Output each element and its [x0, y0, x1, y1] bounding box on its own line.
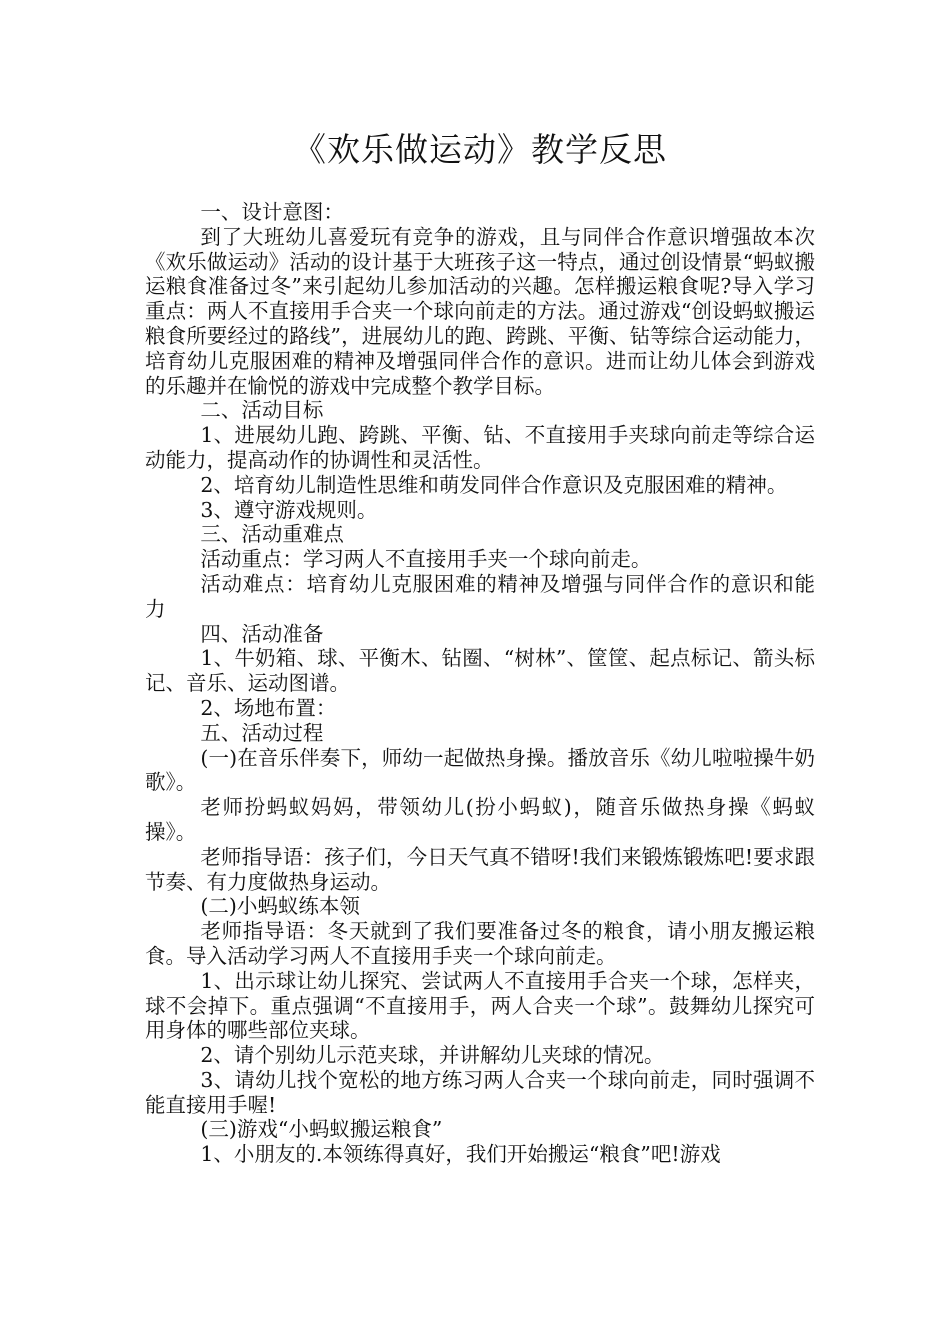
document-title: 《欢乐做运动》教学反思	[293, 130, 667, 169]
process-step-2: (二)小蚂蚁练本领	[200, 894, 360, 919]
section-heading-design-intent: 一、设计意图：	[200, 200, 344, 224]
document-body	[145, 200, 815, 1167]
process-paragraph: 老师扮蚂蚁妈妈，带领幼儿(扮小蚂蚁)，随音乐做热身操《蚂蚁操》。	[145, 795, 815, 844]
process-item-1: 1、出示球让幼儿探究、尝试两人不直接用手合夹一个球，怎样夹，球不会掉下。重点强调“不直接用手，两人合夹一个球”。鼓舞幼儿探究可用身体的哪些部位夹球。	[145, 968, 815, 1043]
paragraph-design-intent: 到了大班幼儿喜爱玩有竞争的游戏，且与同伴合作意识增强故本次《欢乐做运动》活动的设计基于大班孩子这一特点，通过创设情景“蚂蚁搬运粮食准备过冬”来引起幼儿参加活动的兴趣。怎样搬运粮食呢?导入学习重点：两人不直接用手合夹一个球向前走的方法。通过游戏“创设蚂蚁搬运粮食所要经过的路线”，进展幼儿的跑、跨跳、平衡、钻等综合运动能力，培育幼儿克服困难的精神及增强同伴合作的意识。进而让幼儿体会到游戏的乐趣并在愉悦的游戏中完成整个教学目标。	[145, 224, 815, 398]
goal-item-3: 3、遵守游戏规则。	[200, 497, 378, 522]
difficult-point: 活动难点：培育幼儿克服困难的精神及增强与同伴合作的意识和能力	[145, 571, 815, 621]
section-heading-process: 五、活动过程	[200, 720, 324, 745]
key-point: 活动重点：学习两人不直接用手夹一个球向前走。	[200, 547, 652, 572]
teacher-guidance: 老师指导语：冬天就到了我们要准备过冬的粮食，请小朋友搬运粮食。导入活动学习两人不直接用手夹一个球向前走。	[145, 919, 815, 968]
section-heading-key-points: 三、活动重难点	[200, 522, 344, 547]
goal-item-1: 1、进展幼儿跑、跨跳、平衡、钻、不直接用手夹球向前走等综合运动能力，提高动作的协调性和灵活性。	[145, 423, 815, 472]
process-item-game: 1、小朋友的.本领练得真好，我们开始搬运“粮食”吧!游戏	[200, 1142, 721, 1167]
process-item-2: 2、请个别幼儿示范夹球，并讲解幼儿夹球的情况。	[200, 1043, 665, 1068]
process-item-3: 3、请幼儿找个宽松的地方练习两人合夹一个球向前走，同时强调不能直接用手喔!	[145, 1067, 815, 1117]
preparation-item-2: 2、场地布置：	[200, 695, 337, 720]
process-step-3: (三)游戏“小蚂蚁搬运粮食”	[200, 1117, 443, 1142]
process-step-1: (一)在音乐伴奏下，师幼一起做热身操。播放音乐《幼儿啦啦操牛奶歌》。	[145, 745, 815, 795]
section-heading-goals: 二、活动目标	[200, 398, 324, 423]
teacher-guidance: 老师指导语：孩子们，今日天气真不错呀!我们来锻炼锻炼吧!要求跟节奏、有力度做热身运动。	[145, 844, 815, 894]
section-heading-preparation: 四、活动准备	[200, 621, 324, 646]
goal-item-2: 2、培育幼儿制造性思维和萌发同伴合作意识及克服困难的精神。	[200, 472, 788, 497]
preparation-item-1: 1、牛奶箱、球、平衡木、钻圈、“树林”、筐筐、起点标记、箭头标记、音乐、运动图谱。	[145, 646, 815, 696]
